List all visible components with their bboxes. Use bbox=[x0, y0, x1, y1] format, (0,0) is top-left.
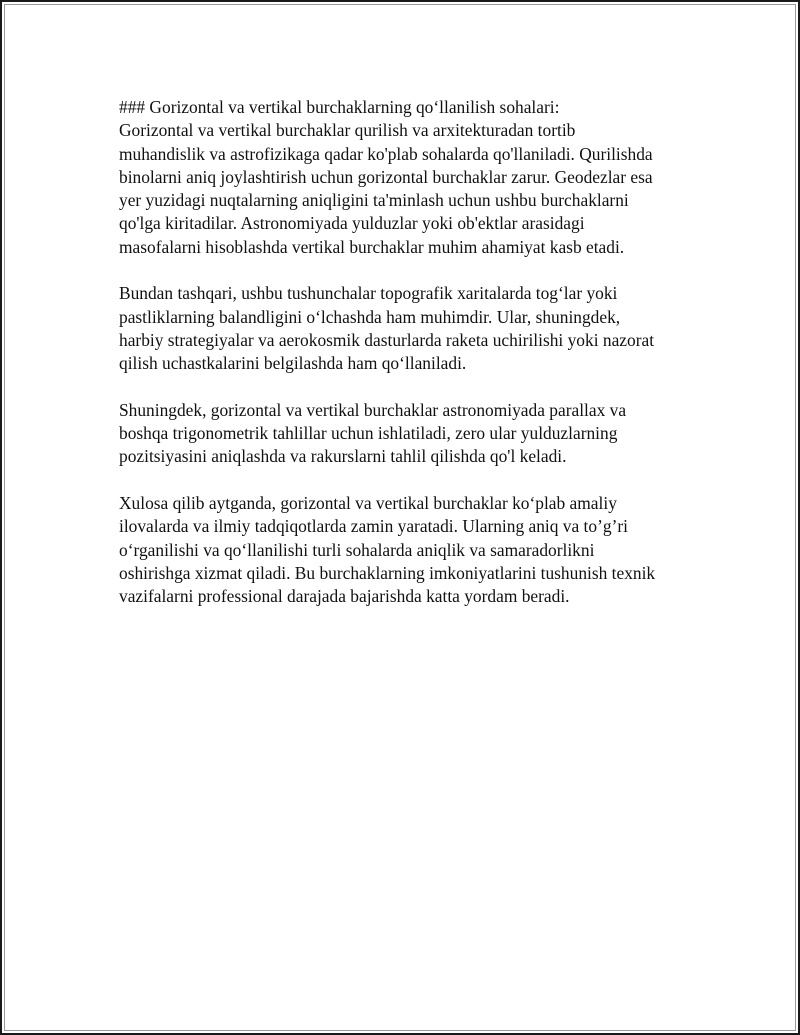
document-body bbox=[119, 96, 704, 609]
paragraph-conclusion: Xulosa qilib aytganda, gorizontal va vertikal burchaklar ko‘plab amaliy ilovalarda va ilmiy tadqiqotlarda zamin yaratadi. Ularning aniq va to’g’ri o‘rganilishi va qo‘llanilishi turli sohalarda aniqlik va samaradorlikni oshirishga xizmat qiladi. Bu burchaklarning imkoniyatlarini tushunish texnik vazifalarni professional darajada bajarishda katta yordam beradi. bbox=[119, 493, 656, 607]
section-heading: ### Gorizontal va vertikal burchaklarning qo‘llanilish sohalari: bbox=[119, 97, 560, 117]
paragraph-astronomy: Shuningdek, gorizontal va vertikal burchaklar astronomiyada parallax va boshqa trigonometrik tahlillar uchun ishlatiladi, zero ular yulduzlarning pozitsiyasini aniqlashda va rakurslarni tahlil qilishda qo'l keladi. bbox=[119, 399, 627, 467]
paragraph-topography: Bundan tashqari, ushbu tushunchalar topografik xaritalarda tog‘lar yoki pastliklarning balandligini o‘lchashda ham muhimdir. Ular, shuningdek, harbiy strategiyalar va aerokosmik dasturlarda raketa uchirilishi yoki nazorat qilish uchastkalarini belgilashda ham qo‘llaniladi. bbox=[119, 283, 655, 374]
paragraph-intro: Gorizontal va vertikal burchaklar qurilish va arxitekturadan tortib muhandislik va astrofizikaga qadar ko'plab sohalarda qo'llaniladi. Qurilishda binolarni aniq joylashtirish uchun gorizontal burchaklar zarur. Geodezlar esa yer yuzidagi nuqtalarning aniqligini ta'minlash uchun ushbu burchaklarni qo'lga kiritadilar. Astronomiyada yulduzlar yoki ob'ektlar arasidagi masofalarni hisoblashda vertikal burchaklar muhim ahamiyat kasb etadi. bbox=[119, 120, 653, 257]
